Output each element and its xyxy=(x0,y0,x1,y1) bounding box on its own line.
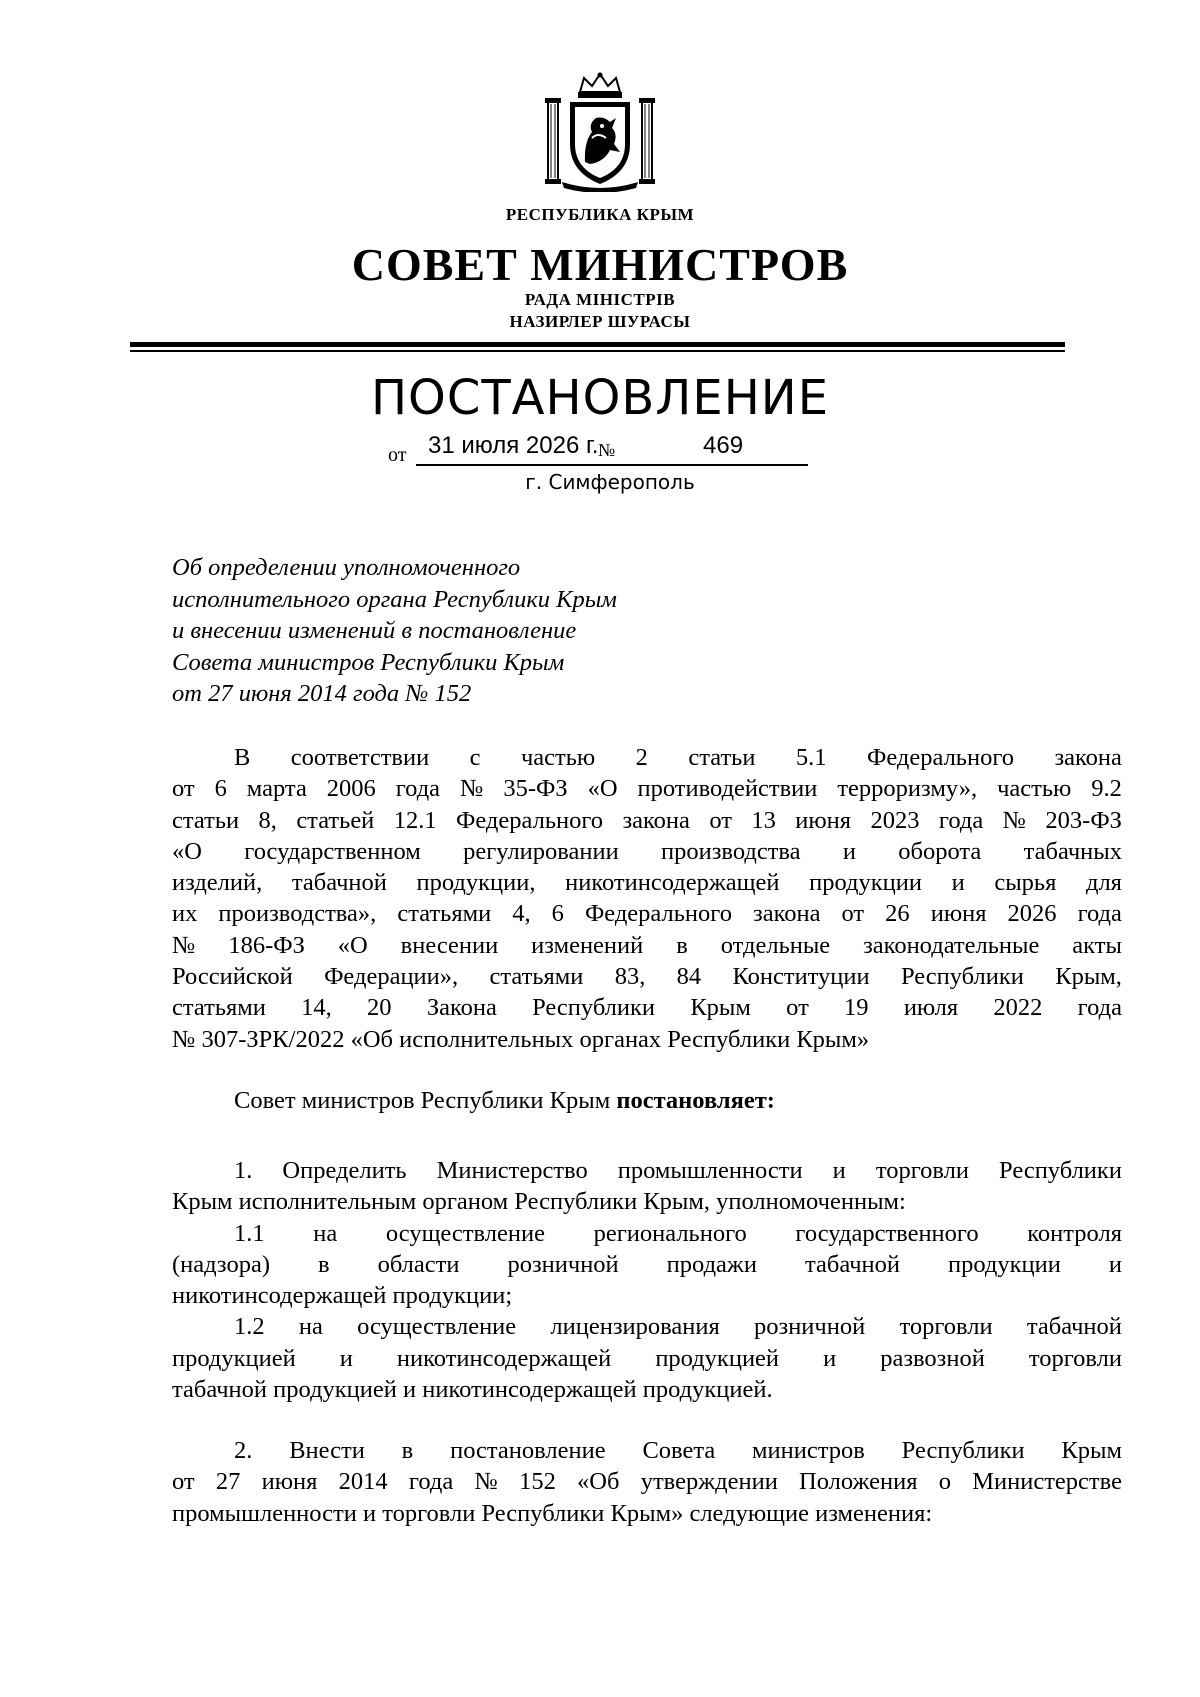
decree-title: ПОСТАНОВЛЕНИЕ xyxy=(370,370,830,426)
word: их xyxy=(172,900,198,928)
word: статьи xyxy=(172,806,240,834)
word: «Об xyxy=(577,1468,620,1496)
word: продажи xyxy=(666,1250,757,1278)
word: 203-ФЗ xyxy=(1045,806,1122,834)
decree-number: 469 xyxy=(703,432,744,459)
resolves-line xyxy=(172,1085,1122,1116)
word: 186-ФЗ xyxy=(228,931,305,959)
word: регионального xyxy=(593,1219,747,1247)
word: на xyxy=(298,1313,323,1341)
word: от xyxy=(841,900,865,928)
item-line: промышленности и торговли Республики Крым» следующие изменения: xyxy=(172,1499,933,1527)
word: от xyxy=(172,775,195,803)
word: Республики xyxy=(532,994,656,1022)
item-2 xyxy=(172,1435,1122,1529)
word: В xyxy=(234,744,251,771)
preamble-line xyxy=(172,961,1122,992)
word: 1.2 xyxy=(234,1313,265,1341)
word: табачной xyxy=(1026,1313,1122,1341)
word: и xyxy=(339,1344,353,1372)
word: торговли xyxy=(875,1157,969,1184)
word: закона xyxy=(1054,744,1122,771)
subject-line: от 27 июня 2014 года № 152 xyxy=(172,680,472,707)
word: 83, xyxy=(614,963,646,991)
word: 26 xyxy=(885,900,910,928)
word: 9.2 xyxy=(1091,775,1122,803)
word: 1.1 xyxy=(234,1219,265,1247)
word: частью xyxy=(997,775,1072,803)
item-1 xyxy=(172,1155,1122,1405)
subject-line: Совета министров Республики Крым xyxy=(172,648,565,676)
word: отдельные xyxy=(720,931,831,959)
word: 2006 xyxy=(326,775,376,803)
word: терроризму», xyxy=(837,775,978,803)
item-line xyxy=(172,1249,1122,1280)
word: продукции xyxy=(948,1250,1061,1278)
word: продукции, xyxy=(416,869,536,897)
date-prefix: от xyxy=(388,444,407,466)
word: Федерального xyxy=(584,900,732,928)
word: статьей xyxy=(296,806,375,834)
item-line xyxy=(172,1311,1122,1342)
word: Положения xyxy=(799,1468,918,1496)
word: противодействии xyxy=(637,775,818,803)
word: никотинсодержащей xyxy=(565,869,780,897)
crimea-coat-of-arms-icon xyxy=(540,72,660,192)
word: торговли xyxy=(1028,1344,1122,1372)
word: постановление xyxy=(450,1437,606,1464)
word: 27 xyxy=(215,1468,241,1496)
word: акты xyxy=(1072,931,1122,959)
word: 14, xyxy=(301,994,332,1022)
word: Федерального xyxy=(866,744,1015,771)
header-rule-thin xyxy=(130,350,1065,352)
word: осуществление xyxy=(357,1313,517,1341)
word: для xyxy=(1085,869,1122,897)
word: Закона xyxy=(426,994,497,1022)
resolves-verb: постановляет: xyxy=(616,1087,775,1114)
word: продукцией xyxy=(655,1344,780,1372)
word: с xyxy=(469,744,481,771)
word: законодательные xyxy=(863,931,1040,959)
word: табачных xyxy=(1023,837,1122,865)
word: регулировании xyxy=(463,837,619,865)
preamble-line xyxy=(172,805,1122,836)
word: Определить xyxy=(282,1157,407,1184)
word: 2014 xyxy=(338,1468,388,1496)
word: изменений xyxy=(531,931,644,959)
item-line xyxy=(172,1466,1122,1497)
word: области xyxy=(377,1250,460,1278)
word: года xyxy=(395,775,441,803)
word: 84 xyxy=(676,963,702,991)
word: № xyxy=(172,931,196,959)
word: розничной xyxy=(507,1250,619,1278)
word: статьями xyxy=(172,994,266,1022)
preamble-line xyxy=(172,773,1122,804)
word: № xyxy=(474,1468,498,1496)
word: 152 xyxy=(519,1468,556,1496)
word: № xyxy=(460,775,484,803)
word: «О xyxy=(587,775,618,803)
word: года xyxy=(1077,994,1122,1022)
item-line: Крым исполнительным органом Республики Крым, уполномоченным: xyxy=(172,1188,906,1216)
word: оборота xyxy=(898,837,982,865)
word: 19 xyxy=(844,994,869,1022)
word: года xyxy=(408,1468,454,1496)
word: Республики xyxy=(999,1157,1122,1184)
word: № xyxy=(1002,806,1026,834)
word: внесении xyxy=(400,931,499,959)
word: года xyxy=(938,806,984,834)
word: Республики xyxy=(901,1437,1025,1464)
resolves-text xyxy=(172,1085,1122,1116)
word: соответствии xyxy=(290,744,430,771)
word: розничной xyxy=(754,1313,866,1341)
item-line xyxy=(172,1435,1122,1466)
word: 13 xyxy=(751,806,776,834)
word: продукцией xyxy=(172,1344,296,1372)
dateline-underline xyxy=(416,464,808,466)
word: никотинсодержащей xyxy=(396,1344,612,1372)
word: июня xyxy=(930,900,987,928)
word: в xyxy=(317,1250,330,1278)
word: закона xyxy=(622,806,690,834)
word: 4, xyxy=(512,900,531,928)
word: года xyxy=(1077,900,1122,928)
word: утверждении xyxy=(640,1468,778,1496)
word: Республики xyxy=(900,963,1024,991)
word: продукции xyxy=(809,869,922,897)
word: 35-ФЗ xyxy=(503,775,568,803)
word: министров xyxy=(752,1437,865,1464)
decree-subject xyxy=(172,552,732,710)
subject-line: исполнительного органа Республики Крым xyxy=(172,585,617,613)
word: производства», xyxy=(218,900,377,928)
word: 20 xyxy=(367,994,392,1022)
word: от xyxy=(172,1468,195,1496)
decree-dateline xyxy=(388,432,808,466)
council-name-crimean-tatar: НАЗИРЛЕР ШУРАСЫ xyxy=(509,312,691,331)
item-line xyxy=(172,1343,1122,1374)
preamble-line xyxy=(172,898,1122,929)
word: контроля xyxy=(1027,1219,1122,1247)
word: 2. xyxy=(234,1437,253,1464)
preamble-line xyxy=(172,867,1122,898)
subject-line: и внесении изменений в постановление xyxy=(172,617,577,644)
republic-name: РЕСПУБЛИКА КРЫМ xyxy=(505,205,695,224)
word: табачной xyxy=(804,1250,901,1278)
word: от xyxy=(786,994,809,1022)
word: «О xyxy=(337,931,368,959)
preamble-line: № 307-ЗРК/2022 «Об исполнительных органах Республики Крым» xyxy=(172,1025,870,1053)
word: Российской xyxy=(172,963,293,991)
word: в xyxy=(401,1437,414,1464)
word: и xyxy=(832,1157,846,1184)
word: государственном xyxy=(244,837,421,865)
word: государственного xyxy=(795,1219,979,1247)
word: осуществление xyxy=(385,1219,545,1247)
preamble-line xyxy=(172,836,1122,867)
word: Федерации», xyxy=(324,963,459,991)
header-rule-thick xyxy=(130,342,1065,347)
word: частью xyxy=(520,744,596,771)
word: промышленности xyxy=(617,1157,803,1184)
number-sign: № xyxy=(598,440,616,460)
word: 2022 xyxy=(993,994,1043,1022)
word: статьями xyxy=(397,900,492,928)
word: июля xyxy=(903,994,959,1022)
word: лицензирования xyxy=(550,1313,720,1341)
word: 2026 xyxy=(1007,900,1057,928)
word: торговли xyxy=(899,1313,993,1341)
word: 6 xyxy=(214,775,227,803)
decree-city: г. Симферополь xyxy=(525,470,695,494)
word: закона xyxy=(753,900,821,928)
word: 6 xyxy=(551,900,564,928)
resolves-prefix: Совет министров Республики Крым xyxy=(234,1087,617,1114)
subject-line: Об определении уполномоченного xyxy=(172,554,521,581)
word: и xyxy=(951,869,965,897)
word: и xyxy=(823,1344,837,1372)
preamble-line xyxy=(172,930,1122,961)
word: 2023 xyxy=(870,806,920,834)
item-line xyxy=(172,1155,1122,1186)
item-line: табачной продукцией и никотинсодержащей продукцией. xyxy=(172,1376,773,1404)
word: 12.1 xyxy=(393,806,437,834)
word: 2 xyxy=(635,744,648,771)
word: (надзора) xyxy=(172,1250,270,1278)
council-name: СОВЕТ МИНИСТРОВ xyxy=(351,239,849,290)
word: производства xyxy=(661,837,801,865)
word: Крым xyxy=(690,994,751,1022)
word: 8, xyxy=(258,806,277,834)
word: «О xyxy=(172,837,202,865)
item-line xyxy=(172,1218,1122,1249)
preamble-line xyxy=(172,992,1122,1023)
word: марта xyxy=(246,775,307,803)
word: Совета xyxy=(642,1437,716,1464)
preamble xyxy=(172,742,1122,1055)
decree-date: 31 июля 2026 г. xyxy=(428,432,599,459)
word: Министерстве xyxy=(972,1468,1122,1496)
item-line: никотинсодержащей продукции; xyxy=(172,1282,513,1310)
word: июня xyxy=(261,1468,318,1496)
word: развозной xyxy=(880,1344,985,1372)
word: Федерального xyxy=(456,806,604,834)
word: на xyxy=(313,1219,338,1247)
council-name-ukrainian: РАДА МІНІСТРІВ xyxy=(524,290,676,309)
word: и xyxy=(1108,1250,1122,1278)
word: и xyxy=(842,837,856,865)
word: 1. xyxy=(234,1157,253,1184)
word: Крым, xyxy=(1055,963,1122,991)
word: изделий, xyxy=(172,869,263,897)
word: статьями xyxy=(489,963,584,991)
word: июня xyxy=(795,806,852,834)
word: от xyxy=(709,806,732,834)
word: сырья xyxy=(994,869,1057,897)
word: 5.1 xyxy=(795,744,827,771)
word: о xyxy=(938,1468,951,1496)
word: Крым xyxy=(1061,1437,1122,1464)
word: в xyxy=(676,931,688,959)
word: статьи xyxy=(688,744,756,771)
preamble-line xyxy=(172,742,1122,773)
word: Конституции xyxy=(732,963,870,991)
word: Министерство xyxy=(436,1157,588,1184)
word: табачной xyxy=(291,869,387,897)
word: Внести xyxy=(289,1437,365,1464)
